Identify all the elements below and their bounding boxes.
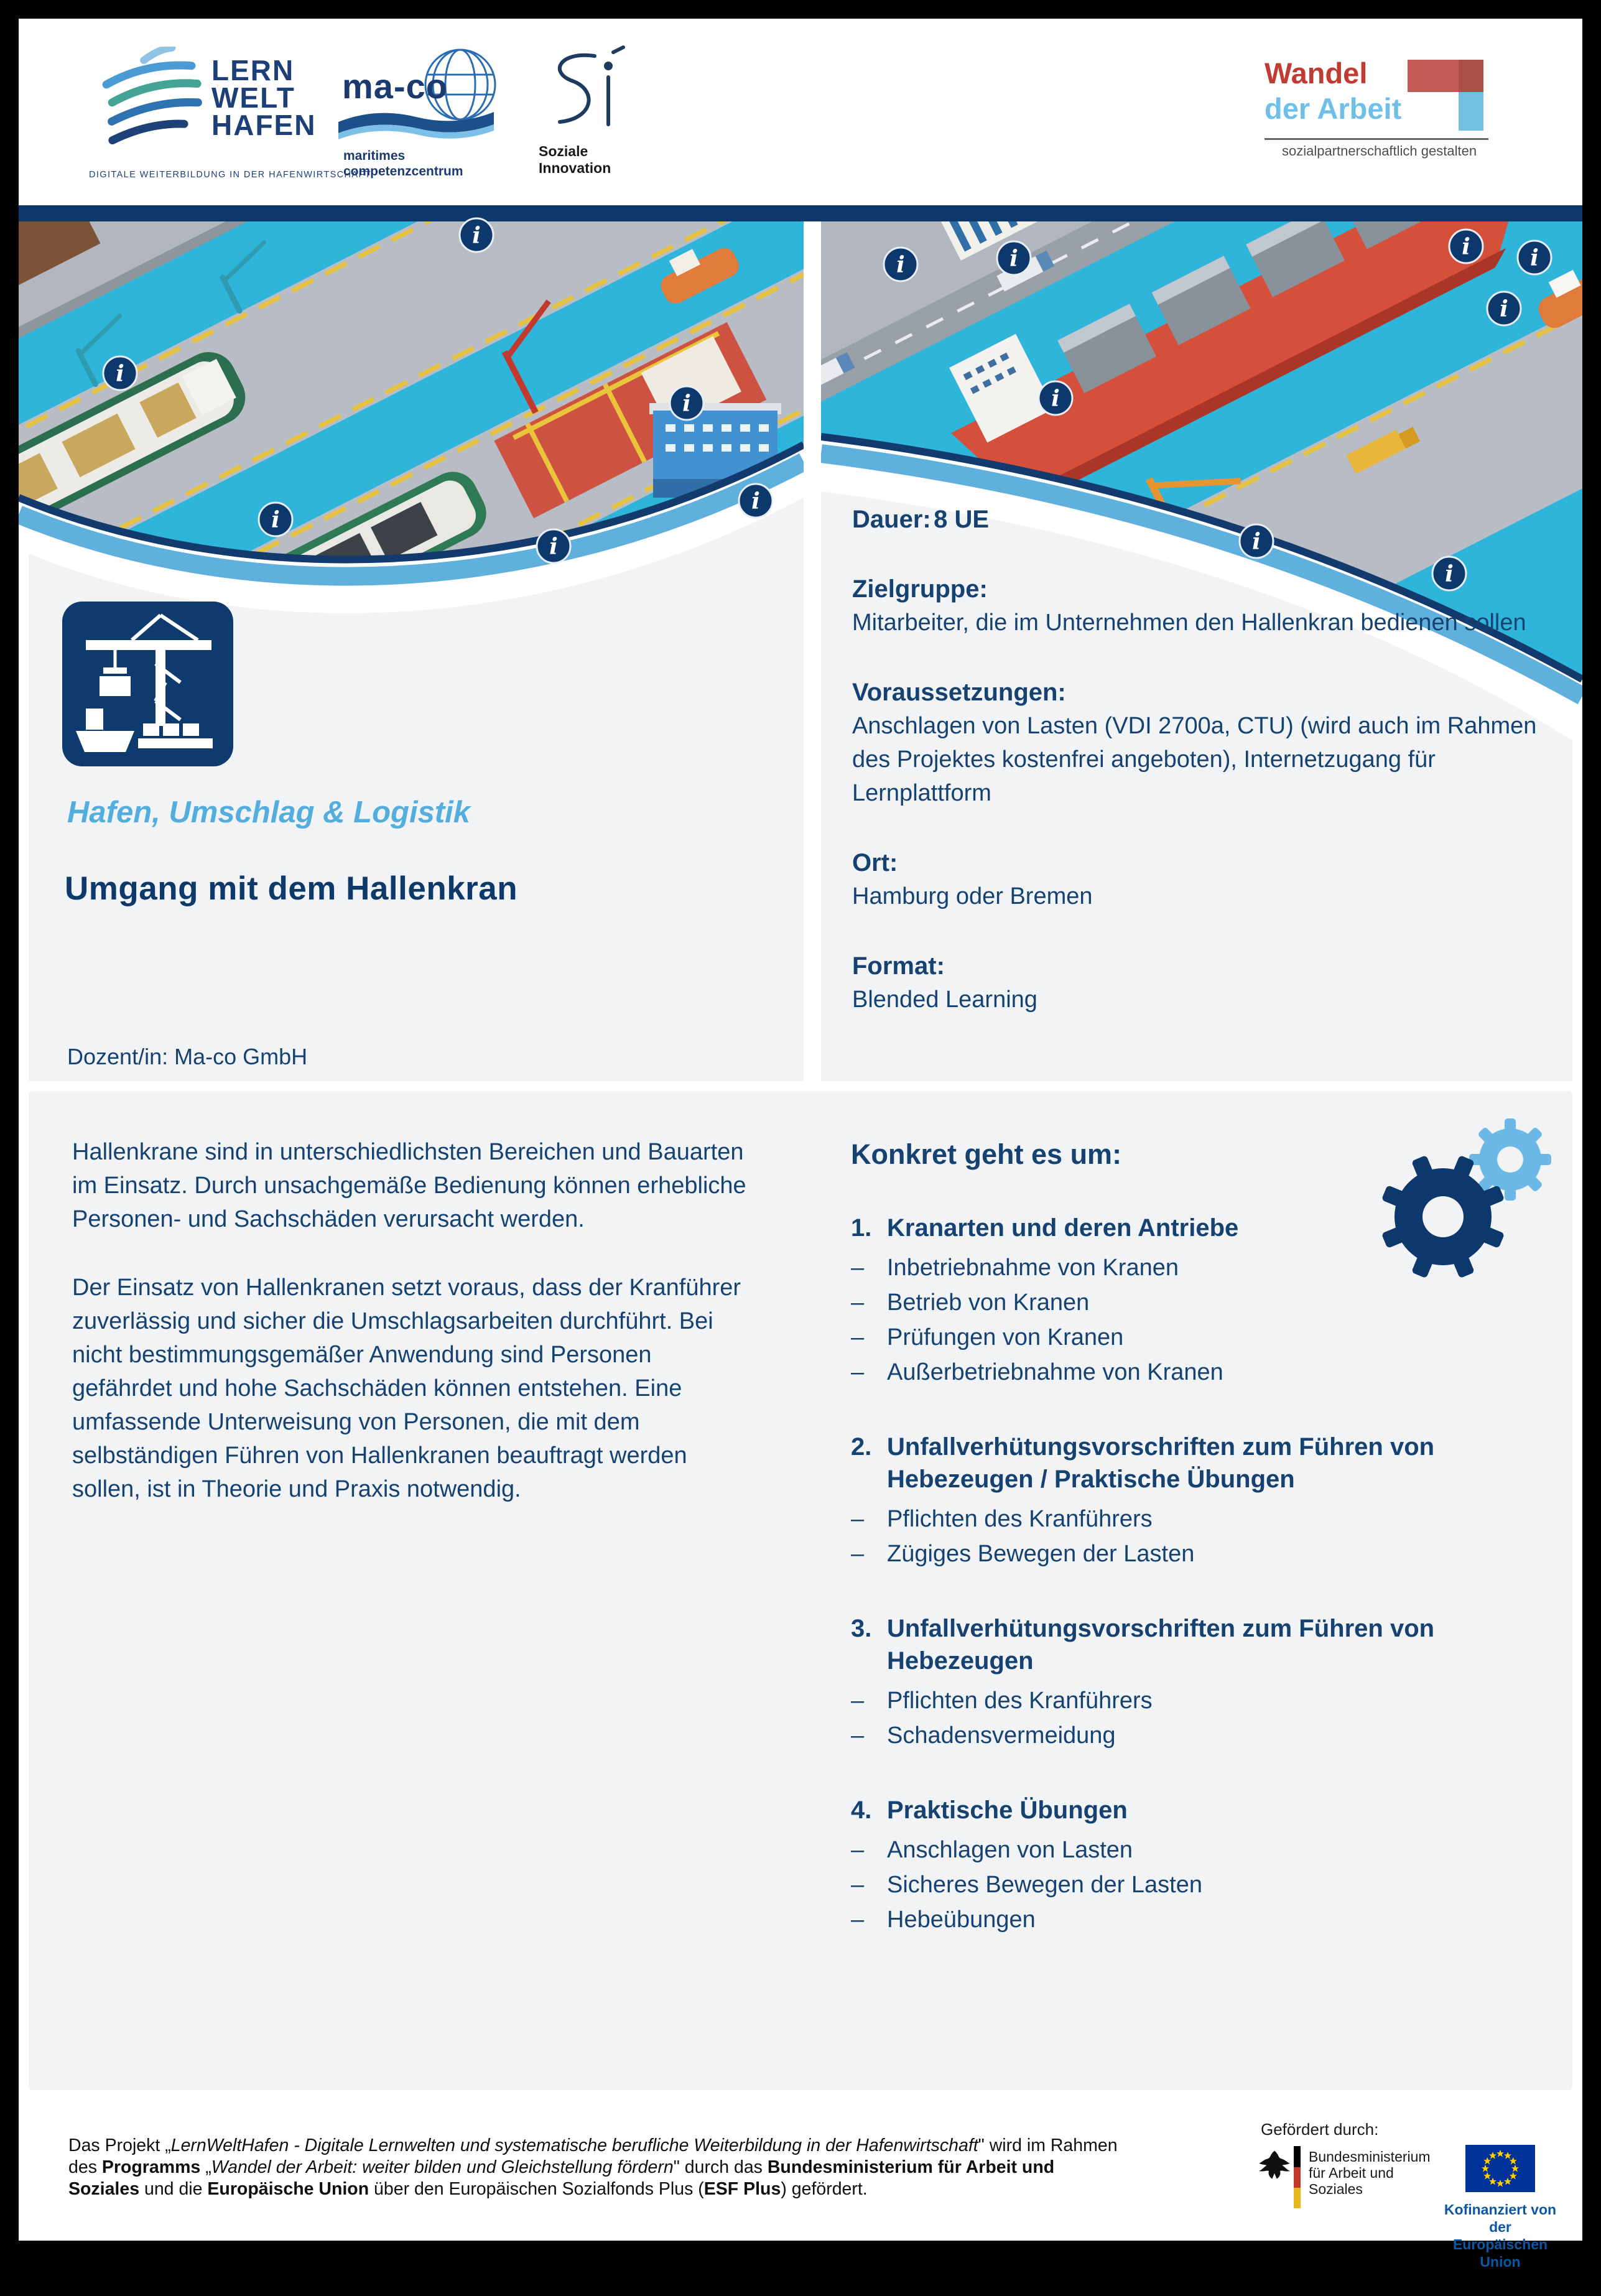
konkret-heading: Konkret geht es um: xyxy=(851,1138,1122,1170)
wandel-divider xyxy=(1265,138,1488,140)
si-tagline: Soziale Innovation xyxy=(539,143,611,176)
svg-text:i: i xyxy=(472,223,481,249)
footer-segment: und die xyxy=(139,2179,208,2199)
project-funding-note xyxy=(68,2135,1126,2200)
section-number: 1. xyxy=(851,1214,872,1242)
flyer-inner xyxy=(19,19,1582,2270)
svg-text:i: i xyxy=(1009,246,1018,272)
federal-eagle-icon xyxy=(1258,2149,1291,2182)
lecturer-line: Dozent/in: Ma-co GmbH xyxy=(67,1044,308,1069)
fact-voraussetzungen xyxy=(852,676,1567,810)
maco-tagline: maritimes competenzcentrum xyxy=(343,149,463,179)
category-icon-card xyxy=(62,602,233,766)
wandel-tagline: sozialpartnerschaftlich gestalten xyxy=(1282,143,1477,159)
fact-label: Voraussetzungen: xyxy=(852,679,1066,706)
info-marker-icon xyxy=(1487,292,1521,325)
fact-label: Dauer: xyxy=(852,506,931,533)
info-marker-icon xyxy=(1449,230,1483,263)
svg-text:i: i xyxy=(271,507,280,533)
fact-value: Mitarbeiter, die im Unternehmen den Hallenkran bedienen sollen xyxy=(852,610,1526,636)
info-marker-icon xyxy=(670,386,703,420)
footer-segment: Europäische Union xyxy=(207,2179,369,2199)
footer-segment: ESF Plus xyxy=(703,2179,781,2199)
fact-value: 8 UE xyxy=(934,506,990,533)
fact-zielgruppe xyxy=(852,572,1567,639)
description-paragraph: Hallenkrane sind in unterschiedlichsten Bereichen und Bauarten im Einsatz. Durch unsachgemäße Bedienung können erhebliche Personen- und Sachschäden verursacht werden. xyxy=(72,1139,746,1232)
section-title: Unfallverhütungsvorschriften zum Führen von Hebezeugen xyxy=(887,1615,1435,1675)
lernwelthafen-wordmark: LERN WELT HAFEN xyxy=(211,54,317,141)
list-item: – Pflichten des Kranführers xyxy=(851,1506,1153,1532)
course-description xyxy=(72,1135,750,1506)
list-item: – Inbetriebnahme von Kranen xyxy=(851,1255,1179,1281)
section-title: Unfallverhütungsvorschriften zum Führen von Hebezeugen / Praktische Übungen xyxy=(887,1433,1435,1493)
list-item: – Prüfungen von Kranen xyxy=(851,1324,1124,1350)
svg-text:i: i xyxy=(1462,234,1470,260)
svg-text:i: i xyxy=(896,252,905,278)
soziale-innovation-logo xyxy=(535,45,672,194)
fact-value: Anschlagen von Lasten (VDI 2700a, CTU) (wird auch im Rahmen des Projektes kostenfrei angeboten), Internetzugang für Lernplattform xyxy=(852,713,1537,806)
info-marker-icon xyxy=(739,484,773,518)
list-item: – Sicheres Bewegen der Lasten xyxy=(851,1872,1202,1898)
bmas-logo xyxy=(1258,2145,1444,2232)
section-title: Kranarten und deren Antriebe xyxy=(887,1214,1239,1242)
eu-logo xyxy=(1444,2145,1574,2270)
footer-segment: LernWeltHafen - Digitale Lernwelten und systematische berufliche Weiterbildung in der Hafenwirtschaft xyxy=(170,2136,978,2155)
harbor-crane-icon xyxy=(62,602,233,766)
svg-text:i: i xyxy=(1500,296,1508,322)
course-facts xyxy=(852,503,1567,1016)
list-item: – Pflichten des Kranführers xyxy=(851,1688,1153,1714)
fact-ort xyxy=(852,846,1567,913)
svg-text:i: i xyxy=(1051,386,1060,412)
section-title: Praktische Übungen xyxy=(887,1796,1128,1824)
bmas-text: Bundesministerium für Arbeit und Soziales xyxy=(1309,2149,1431,2197)
section-number: 2. xyxy=(851,1433,872,1461)
footer-segment: " wird im Rahmen des xyxy=(68,2136,1118,2177)
flag-bar-red xyxy=(1294,2167,1301,2188)
fact-label: Format: xyxy=(852,952,945,980)
banner-top-bar xyxy=(19,205,1582,221)
konkret-section-2 xyxy=(851,1431,1572,1571)
category-heading: Hafen, Umschlag & Logistik xyxy=(67,796,471,829)
konkret-section-4 xyxy=(851,1794,1572,1937)
svg-text:i: i xyxy=(1530,245,1539,271)
info-marker-icon xyxy=(1518,241,1551,274)
fact-value: Blended Learning xyxy=(852,987,1037,1013)
flag-bar-gold xyxy=(1294,2188,1301,2208)
svg-text:i: i xyxy=(116,361,124,387)
maco-wave-icon xyxy=(338,103,494,141)
fact-dauer xyxy=(852,503,1567,536)
info-marker-icon xyxy=(103,356,137,390)
footer-segment: Wandel der Arbeit: weiter bilden und Gleichstellung fördern xyxy=(211,2157,674,2177)
konkret-section-3 xyxy=(851,1612,1572,1753)
wandel-line2: der Arbeit xyxy=(1265,92,1402,125)
list-item: – Anschlagen von Lasten xyxy=(851,1837,1133,1863)
footer-segment: Programms xyxy=(101,2157,201,2177)
svg-text:i: i xyxy=(682,391,691,417)
lernwelthafen-waves-icon xyxy=(78,47,208,159)
maco-logo xyxy=(342,50,504,193)
section-number: 3. xyxy=(851,1615,872,1642)
si-mark-icon xyxy=(535,45,628,144)
eu-text: Kofinanziert von der Europäischen Union xyxy=(1444,2201,1557,2270)
fact-label: Ort: xyxy=(852,849,898,876)
page-title: Umgang mit dem Hallenkran xyxy=(65,870,518,907)
list-item: – Betrieb von Kranen xyxy=(851,1290,1090,1316)
info-marker-icon xyxy=(997,241,1031,275)
footer-segment: " durch das xyxy=(673,2157,768,2177)
eu-flag-icon xyxy=(1465,2145,1535,2192)
lernwelthafen-logo xyxy=(78,47,371,190)
fact-value: Hamburg oder Bremen xyxy=(852,883,1093,909)
footer-segment: Bundesministerium für Arbeit und Soziales xyxy=(68,2157,1055,2199)
list-item: – Zügiges Bewegen der Lasten xyxy=(851,1541,1195,1567)
info-marker-icon xyxy=(460,218,493,252)
flag-bar-black xyxy=(1294,2146,1301,2167)
list-item: – Schadensvermeidung xyxy=(851,1722,1116,1749)
funding-label: Gefördert durch: xyxy=(1261,2120,1379,2139)
wandel-line1: Wandel xyxy=(1265,57,1368,90)
gears-icon xyxy=(1362,1106,1567,1299)
footer-segment: „ xyxy=(200,2157,211,2177)
svg-text:i: i xyxy=(549,534,558,560)
wandel-squares-icon xyxy=(1408,60,1488,137)
list-item: – Hebeübungen xyxy=(851,1907,1036,1933)
upper-left-panel xyxy=(29,498,804,1081)
lernwelthafen-tagline: DIGITALE WEITERBILDUNG IN DER HAFENWIRTSCHAFT xyxy=(89,170,371,180)
fact-label: Zielgruppe: xyxy=(852,575,988,603)
footer-segment: ) gefördert. xyxy=(781,2179,868,2199)
info-marker-icon xyxy=(259,503,292,536)
section-number: 4. xyxy=(851,1796,872,1824)
banner-gutter xyxy=(804,221,821,1081)
info-marker-icon xyxy=(884,248,917,281)
footer-segment: Das Projekt „ xyxy=(68,2136,171,2155)
maco-wordmark: ma-co xyxy=(342,67,448,106)
description-paragraph: Der Einsatz von Hallenkranen setzt voraus, dass der Kranführer zuverlässig und sicher die Umschlagsarbeiten durchführt. Bei nicht bestimmungsgemäßer Anwendung sind Personen gefährdet und hohe Sachschäden können entstehen. Eine umfassende Unterweisung von Personen, die mit dem selbständigen Führen von Hallenkranen beauftragt werden sollen, ist in Theorie und Praxis notwendig. xyxy=(72,1275,741,1502)
info-marker-icon xyxy=(537,529,570,563)
wandel-der-arbeit-logo xyxy=(1247,57,1515,182)
info-marker-icon xyxy=(1039,381,1072,415)
fact-format xyxy=(852,949,1567,1016)
list-item: – Außerbetriebnahme von Kranen xyxy=(851,1359,1223,1385)
svg-text:i: i xyxy=(751,488,760,514)
svg-text:i: i xyxy=(1445,561,1454,587)
svg-text:i: i xyxy=(1252,529,1261,555)
footer-segment: über den Europäischen Sozialfonds Plus ( xyxy=(369,2179,704,2199)
